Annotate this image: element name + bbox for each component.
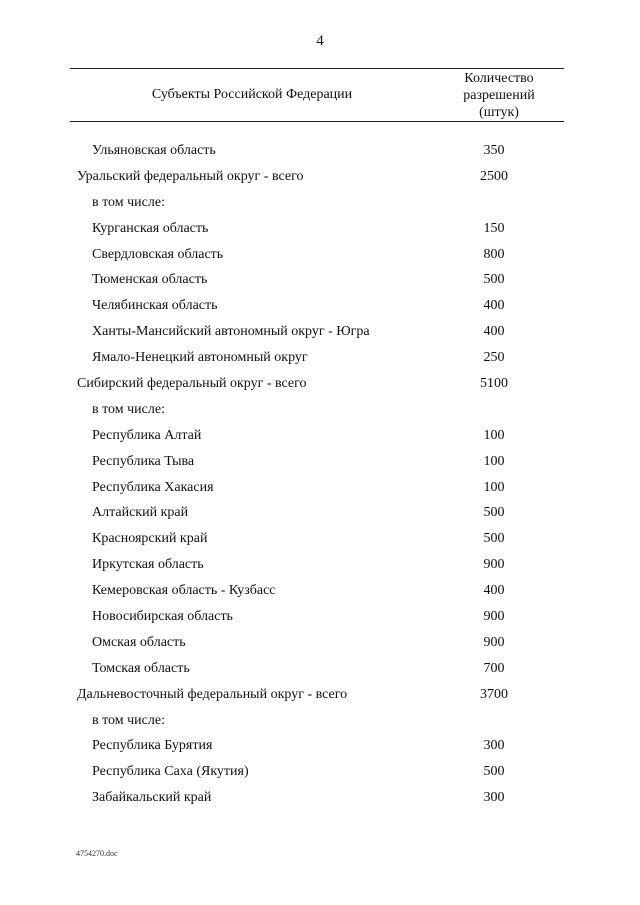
row-subject-name: Дальневосточный федеральный округ - всего	[77, 686, 348, 702]
row-permit-count: 2500	[480, 168, 508, 184]
table-row-district	[0, 684, 640, 710]
row-subject-name: Республика Хакасия	[92, 479, 214, 495]
table-row	[0, 710, 640, 736]
row-subject-name: Ханты-Мансийский автономный округ - Югра	[92, 324, 370, 340]
column-header-count-line: разрешений	[463, 88, 535, 103]
table-row	[0, 269, 640, 295]
row-permit-count: 700	[483, 660, 505, 676]
table-row	[0, 658, 640, 684]
row-permit-count: 350	[483, 143, 505, 158]
table-row-district	[0, 166, 640, 192]
table-row	[0, 528, 640, 554]
row-subject-name: Омская область	[92, 634, 186, 650]
table-row	[0, 761, 640, 787]
row-subject-name: Республика Тыва	[92, 453, 195, 469]
row-permit-count: 5100	[480, 376, 508, 392]
table-row	[0, 347, 640, 373]
row-subject-name: в том числе:	[92, 401, 165, 417]
row-subject-name: Уральский федеральный округ - всего	[77, 168, 304, 184]
column-header-subjects: Субъекты Российской Федерации	[151, 87, 353, 102]
table-row	[0, 477, 640, 503]
row-permit-count: 100	[483, 453, 505, 469]
row-permit-count: 900	[483, 609, 505, 625]
table-row	[0, 502, 640, 528]
row-permit-count: 100	[483, 427, 505, 443]
table-row	[0, 735, 640, 761]
row-subject-name: Республика Саха (Якутия)	[92, 764, 249, 780]
table-row	[0, 787, 640, 813]
table-row	[0, 295, 640, 321]
row-permit-count: 400	[483, 298, 505, 314]
row-subject-name: Томская область	[92, 660, 190, 676]
row-permit-count: 900	[483, 634, 505, 650]
page-number: 4	[316, 33, 324, 49]
table-row-district	[0, 373, 640, 399]
row-permit-count: 500	[483, 272, 505, 288]
table-row	[0, 140, 640, 166]
table-row	[0, 606, 640, 632]
row-subject-name: Сибирский федеральный округ - всего	[77, 376, 307, 392]
row-subject-name: Республика Алтай	[92, 427, 202, 443]
row-permit-count: 800	[483, 246, 505, 262]
row-permit-count: 150	[483, 220, 505, 236]
row-subject-name: в том числе:	[92, 194, 165, 210]
table-row	[0, 218, 640, 244]
row-subject-name: Алтайский край	[92, 505, 189, 521]
row-subject-name: Новосибирская область	[92, 609, 233, 625]
table-top-rule	[70, 68, 564, 69]
table-row	[0, 399, 640, 425]
column-header-count	[434, 70, 564, 121]
row-permit-count: 400	[483, 324, 505, 340]
row-subject-name: Челябинская область	[92, 298, 218, 314]
column-header-count-line: Количество	[464, 71, 534, 86]
row-subject-name: Красноярский край	[92, 531, 208, 547]
table-row	[0, 451, 640, 477]
table-row	[0, 192, 640, 218]
row-subject-name: Ямало-Ненецкий автономный округ	[92, 350, 308, 366]
table-row	[0, 580, 640, 606]
row-subject-name: Забайкальский край	[92, 790, 212, 806]
table-row	[0, 554, 640, 580]
row-permit-count: 3700	[480, 686, 508, 702]
row-permit-count: 900	[483, 557, 505, 573]
row-subject-name: Курганская область	[92, 220, 209, 236]
column-header-count-line: (штук)	[479, 105, 519, 120]
table-row	[0, 632, 640, 658]
row-subject-name: Республика Бурятия	[92, 738, 213, 754]
row-permit-count: 300	[483, 790, 505, 806]
row-permit-count: 500	[483, 531, 505, 547]
row-permit-count: 300	[483, 738, 505, 754]
row-permit-count: 100	[483, 479, 505, 495]
row-permit-count: 500	[483, 764, 505, 780]
row-subject-name: Иркутская область	[92, 557, 204, 573]
table-body	[0, 140, 640, 813]
row-permit-count: 250	[483, 350, 505, 366]
row-subject-name: в том числе:	[92, 712, 165, 728]
table-header-rule	[70, 121, 564, 122]
row-subject-name: Свердловская область	[92, 246, 224, 262]
row-subject-name: Кемеровская область - Кузбасс	[92, 583, 276, 599]
table-row	[0, 244, 640, 270]
row-subject-name: Тюменская область	[92, 272, 208, 288]
table-row	[0, 321, 640, 347]
row-permit-count: 400	[483, 583, 505, 599]
row-permit-count: 500	[483, 505, 505, 521]
document-filename: 4754270.doc	[76, 849, 118, 858]
table-row	[0, 425, 640, 451]
row-subject-name: Ульяновская область	[92, 143, 216, 158]
